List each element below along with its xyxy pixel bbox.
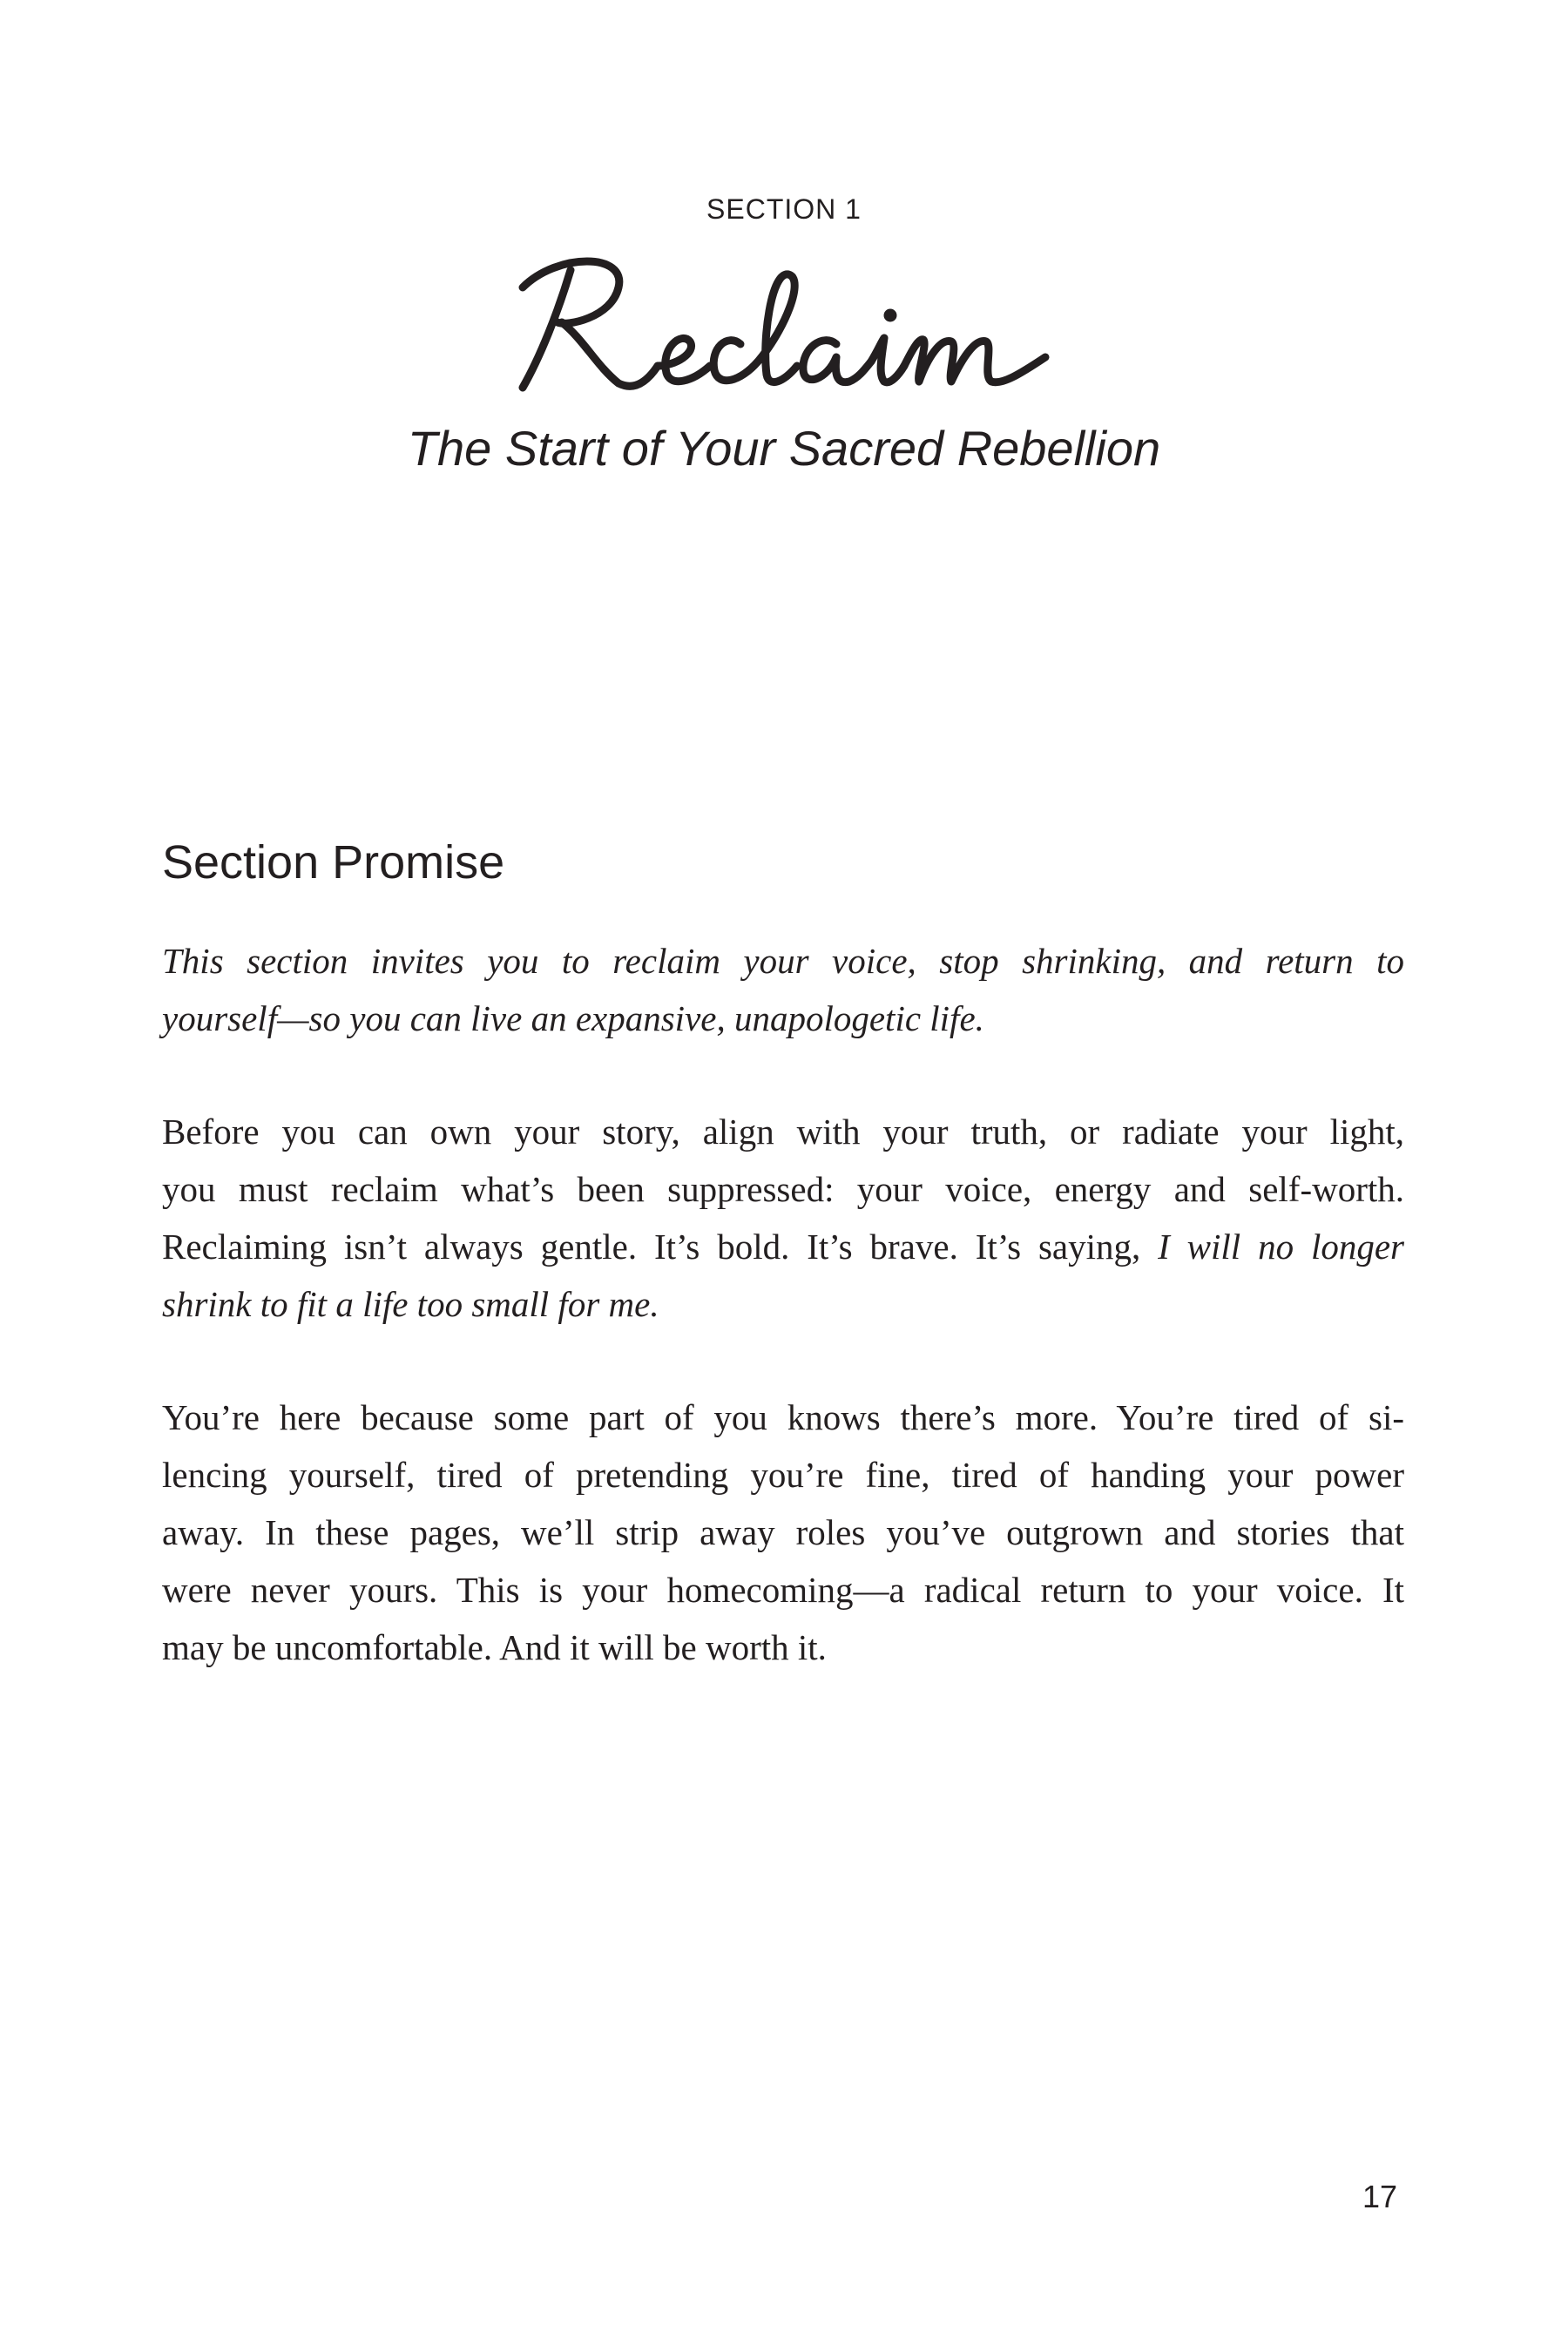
paragraph-1 (162, 1103, 1404, 1333)
paragraph-line: may be uncomfortable. And it will be worth it. (162, 1627, 827, 1667)
paragraph-emphasis: shrink to fit a life too small for me. (162, 1284, 659, 1324)
paragraph-line: away. In these pages, we’ll strip away roles you’ve outgrown and stories that (162, 1512, 1404, 1552)
section-promise-text (162, 932, 1404, 1047)
section-label: SECTION 1 (706, 193, 862, 225)
paragraph-emphasis: I will no longer (1158, 1227, 1404, 1267)
paragraph-line: lencing yourself, tired of pretending you’re fine, tired of handing your power (162, 1455, 1404, 1495)
paragraph-line (162, 1218, 1404, 1275)
paragraph-text: Reclaiming isn’t always gentle. It’s bold. It’s brave. It’s saying, (162, 1227, 1159, 1267)
promise-line: This section invites you to reclaim your voice, stop shrinking, and return to (162, 941, 1404, 981)
paragraph-line: you must reclaim what’s been suppressed: your voice, energy and self-worth. (162, 1169, 1404, 1209)
paragraph-2 (162, 1389, 1404, 1676)
page-number: 17 (1362, 2179, 1397, 2214)
reclaim-script-title-graphic (488, 235, 1080, 409)
promise-line: yourself—so you can live an expansive, unapologetic life. (162, 998, 984, 1038)
paragraph-line: Before you can own your story, align with your truth, or radiate your light, (162, 1112, 1404, 1152)
paragraph-line: were never yours. This is your homecoming—a radical return to your voice. It (162, 1570, 1404, 1610)
paragraph-line (162, 1275, 1404, 1333)
section-heading: Section Promise (162, 836, 505, 889)
subtitle: The Start of Your Sacred Rebellion (407, 421, 1161, 476)
paragraph-line: You’re here because some part of you knows there’s more. You’re tired of si- (162, 1397, 1404, 1437)
script-title (0, 235, 1568, 409)
